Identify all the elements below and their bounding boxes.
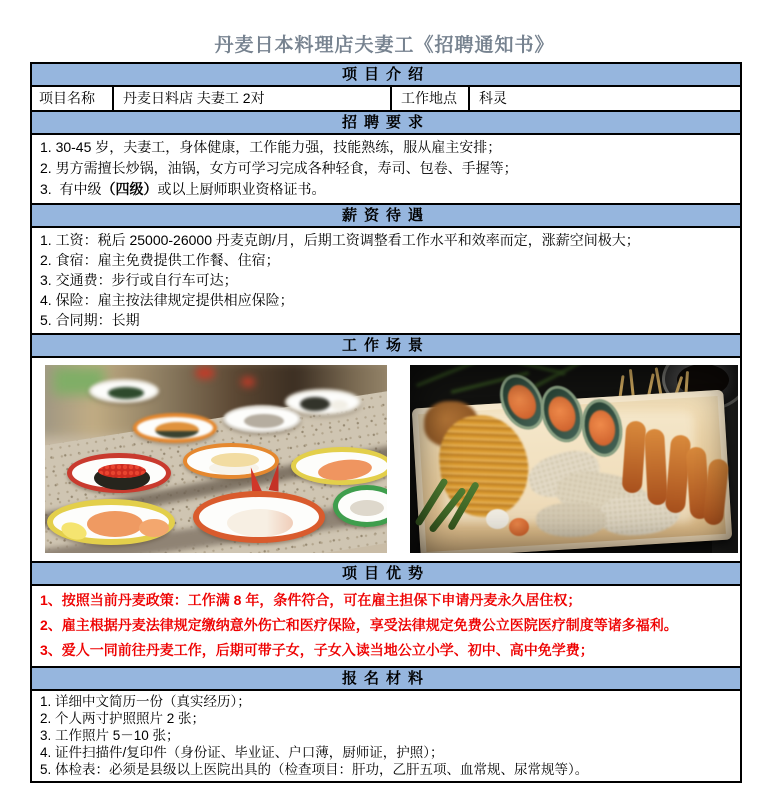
page-title: 丹麦日本料理店夫妻工《招聘通知书》: [214, 35, 555, 56]
section-header-materials: 报名材料: [32, 666, 740, 691]
salary-cell: [32, 228, 740, 333]
salmon-sushi: [139, 519, 169, 537]
work-scene-photos: [32, 358, 740, 561]
sushi-conveyor-photo: [45, 365, 387, 553]
requirement-line-3: [40, 179, 732, 200]
salary-line-4: 4. 保险：雇主按法律规定提供相应保险；: [40, 292, 294, 308]
background-detail: [195, 367, 215, 379]
advantages-cell: [32, 586, 740, 666]
sushi-plate: [67, 453, 171, 493]
project-info-row: [32, 87, 740, 110]
section-header-project-intro: 项目介绍: [32, 64, 740, 87]
section-header-salary: 薪资待遇: [32, 203, 740, 228]
nori-roll: [108, 387, 144, 399]
salmon-sushi: [87, 511, 143, 537]
section-header-work-scene: 工作场景: [32, 333, 740, 358]
sushi-plate: [183, 443, 279, 479]
requirements-cell: [32, 135, 740, 203]
photo-vignette: [410, 365, 738, 553]
rice: [330, 400, 348, 410]
tamago-sushi: [211, 453, 259, 467]
requirement-line-3-suffix: 或以上厨师职业资格证书。: [157, 181, 326, 197]
salary-line-2: 2. 食宿：雇主免费提供工作餐、住宿；: [40, 252, 280, 268]
tempura-skewer-platter-photo: [410, 365, 738, 553]
salary-line-1: 1. 工资：税后 25000-26000 丹麦克朗/月，后期工资调整看工作水平和效率而定，涨薪空间极大；: [40, 232, 640, 248]
requirement-line-1: 1. 30-45 岁，夫妻工，身体健康，工作能力强，技能熟练，服从雇主安排；: [40, 139, 502, 155]
section-header-advantages: 项目优势: [32, 561, 740, 586]
advantage-line-3: 3、爱人一同前往丹麦工作，后期可带子女，子女入读当地公立小学、初中、高中免学费；: [40, 642, 594, 658]
background-detail: [241, 377, 255, 387]
sushi-plate: [193, 491, 325, 543]
sushi-plate: [223, 405, 301, 433]
sushi-plate: [285, 389, 361, 415]
work-location-value: 科灵: [479, 90, 507, 106]
advantage-line-1: 1、按照当前丹麦政策：工作满 8 年，条件符合，可在雇主担保下申请丹麦永久居住权；: [40, 592, 582, 608]
advantage-line-2: 2、雇主根据丹麦法律规定缴纳意外伤亡和医疗保险，享受法律规定免费公立医院医疗制度等诸多福利。: [40, 617, 678, 633]
sushi-plate: [89, 379, 159, 403]
material-line-4: 4. 证件扫描件/复印件（身份证、毕业证、户口薄，厨师证，护照）；: [40, 745, 444, 760]
requirement-line-2: 2. 男方需擅长炒锅，油锅，女方可学习完成各种轻食，寿司、包卷、手握等；: [40, 160, 518, 176]
salary-line-3: 3. 交通费：步行或自行车可达；: [40, 272, 238, 288]
material-line-2: 2. 个人两寸护照照片 2 张；: [40, 711, 206, 726]
recruitment-table: [30, 62, 742, 783]
sushi-plate: [47, 499, 175, 545]
sushi-plate: [133, 413, 217, 443]
material-line-1: 1. 详细中文简历一份（真实经历）；: [40, 694, 251, 709]
requirement-line-3-prefix: 3. 有中级: [40, 181, 102, 197]
shrimp-sushi: [227, 509, 293, 537]
material-line-5: 5. 体检表：必须是县级以上医院出具的（检查项目：肝功，乙肝五项、血常规、尿常规等）。: [40, 762, 589, 777]
sushi-plate: [291, 447, 387, 485]
silver-fish-sushi: [244, 414, 284, 428]
salmon-nigiri: [317, 457, 373, 483]
project-name-label: 项目名称: [32, 87, 114, 110]
materials-cell: [32, 691, 740, 781]
ikura-roe: [98, 464, 146, 478]
white-fish-sushi: [350, 500, 384, 516]
requirement-grade-bold: （四级）: [101, 181, 158, 197]
material-line-3: 3. 工作照片 5－10 张；: [40, 728, 180, 743]
section-header-requirements: 招聘要求: [32, 110, 740, 135]
work-location-label: 工作地点: [392, 87, 470, 110]
project-name-value: 丹麦日料店 夫妻工 2对: [114, 87, 392, 110]
salary-line-5: 5. 合同期：长期: [40, 312, 140, 328]
uni-gunkan: [155, 422, 199, 438]
nori-onigiri: [300, 397, 330, 411]
